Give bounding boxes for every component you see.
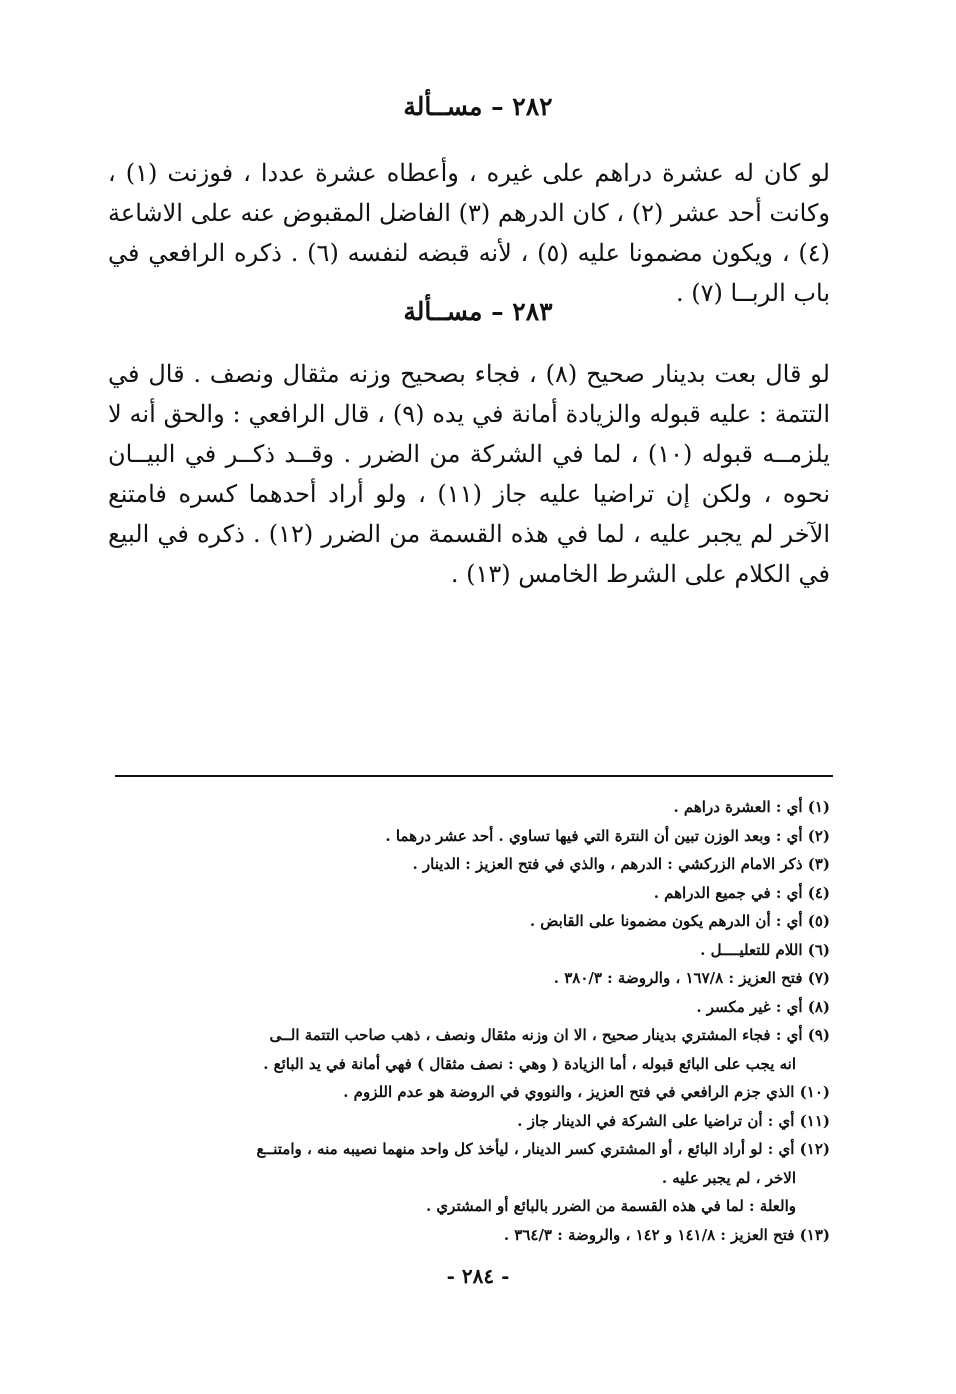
footnote-9-continued: انه يجب على البائع قبوله ، أما الزيادة ( وهي : نصف مثقال ) فهي أمانة في يد البائع . — [263, 1054, 796, 1073]
footnote-9: (٩) أي : فجاء المشتري بدينار صحيح ، الا ان وزنه مثقال ونصف ، ذهب صاحب التتمة الــى — [269, 1026, 830, 1044]
paragraph-282: لو كان له عشرة دراهم على غيره ، وأعطاه عشرة عددا ، فوزنت (١) ، وكانت أحد عشر (٢) ، كان الدرهم (٣) الفاضل المقبوض عنه على الاشاعة (٤) ، ويكون مضمونا عليه (٥) ، لأنه قبضه لنفسه (٦) . ذكره الرافعي في باب الربــا (٧) . — [108, 159, 830, 307]
footnote-13: (١٣) فتح العزيز : ١٤١/٨ و ١٤٢ ، والروضة : ٣٦٤/٣ . — [503, 1225, 830, 1244]
footnote-12: (١٢) أي : لو أراد البائع ، أو المشتري كسر الدينار ، ليأخذ كل واحد منهما نصيبه منه ، وامتنــع — [256, 1140, 830, 1158]
footnote-11: (١١) أي : أن تراضيا على الشركة في الدينار جاز . — [517, 1111, 830, 1130]
section-heading-283: ٢٨٣ – مســألة — [403, 297, 553, 326]
footnote-4: (٤) أي : في جميع الدراهم . — [653, 883, 830, 902]
page-number: - ٢٨٤ - — [446, 1264, 510, 1288]
paragraph-283: لو قال بعت بدينار صحيح (٨) ، فجاء بصحيح وزنه مثقال ونصف . قال في التتمة : عليه قبوله والزيادة أمانة في يده (٩) ، قال الرافعي : والحق أنه لا يلزمــه قبوله (١٠) ، لما في الشركة من الضرر . وقــد ذكــر في البيــان نحوه ، ولكن إن تراضيا عليه جاز (١١) ، ولو أراد أحدهما كسره فامتنع الآخر لم يجبر عليه ، لما في هذه القسمة من الضرر (١٢) . ذكره في البيع في الكلام على الشرط الخامس (١٣) . — [108, 360, 831, 588]
footnotes — [108, 793, 830, 1249]
footnote-6: (٦) اللام للتعليــــل . — [700, 940, 830, 959]
footnote-divider — [115, 775, 833, 777]
footnote-1: (١) أي : العشرة دراهم . — [673, 798, 830, 816]
footnote-12-continued: الاخر ، لم يجبر عليه . — [661, 1168, 796, 1187]
footnote-10: (١٠) الذي جزم الرافعي في فتح العزيز ، والنووي في الروضة هو عدم اللزوم . — [343, 1083, 830, 1101]
footnote-8: (٨) أي : غير مكسر . — [696, 997, 830, 1016]
footnote-7: (٧) فتح العزيز : ١٦٧/٨ ، والروضة : ٣٨٠/٣ . — [553, 969, 830, 987]
footnote-3: (٣) ذكر الامام الزركشي : الدرهم ، والذي في فتح العزيز : الدينار . — [412, 855, 830, 873]
footnote-12-reason: والعلة : لما في هذه القسمة من الضرر بالبائع أو المشتري . — [425, 1197, 796, 1215]
footnote-5: (٥) أي : أن الدرهم يكون مضمونا على القابض . — [529, 912, 830, 930]
footnote-2: (٢) أي : وبعد الوزن تبين أن النترة التي فيها تساوي . أحد عشر درهما . — [385, 826, 830, 845]
section-heading-282: ٢٨٢ – مســألة — [403, 92, 553, 121]
